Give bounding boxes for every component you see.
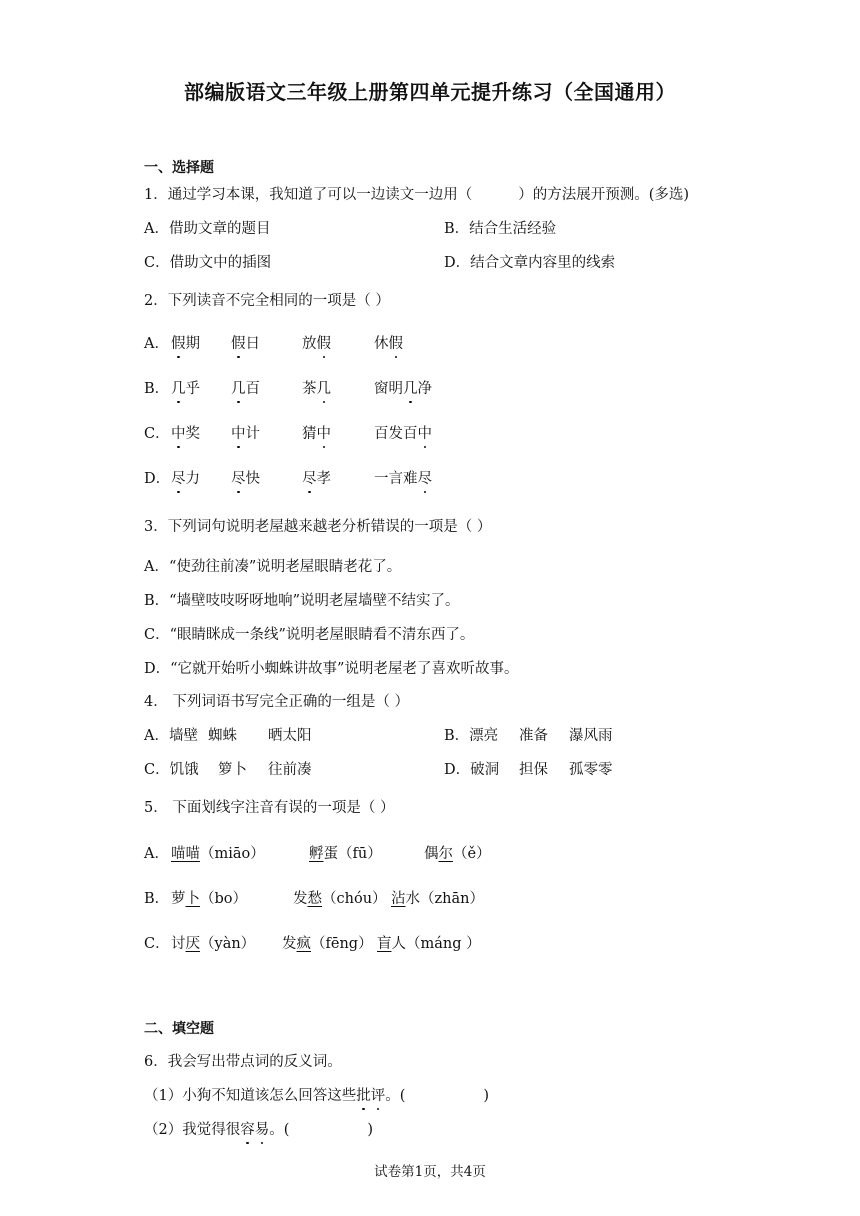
question-5-option-a <box>144 844 491 864</box>
question-3-option-d: D．“它就开始听小蜘蛛讲故事”说明老屋老了喜欢听故事。 <box>144 661 519 677</box>
question-6-item-1: （1）小狗不知道该怎么回答这些批评。( ) <box>144 1088 490 1104</box>
word: 准备 <box>519 728 548 744</box>
word: 假期 <box>171 336 200 352</box>
word: C．饥饿 <box>144 762 199 778</box>
word: 几百 <box>231 381 260 397</box>
word: A．墙壁 <box>144 728 198 744</box>
option-label: A． <box>144 336 169 352</box>
question-3-option-b: B．“墙壁吱吱呀呀地响”说明老屋墙壁不结实了。 <box>144 593 460 609</box>
word: 中奖 <box>171 426 200 442</box>
word: B．漂亮 <box>444 728 499 744</box>
word: 茶几 <box>302 381 331 397</box>
question-2-option-a <box>144 334 403 354</box>
word: 孤零零 <box>569 762 613 778</box>
word: 尽孝 <box>302 471 331 487</box>
option-label: B． <box>144 381 170 397</box>
question-1-stem-b: ）的方法展开预测。(多选) <box>518 187 690 203</box>
option-label: B． <box>144 891 170 907</box>
word: 担保 <box>519 762 548 778</box>
word: 几乎 <box>171 381 200 397</box>
word: 百发百中 <box>374 426 432 442</box>
page-title: 部编版语文三年级上册第四单元提升练习（全国通用） <box>184 80 676 104</box>
question-3-option-a: A．“使劲往前凑”说明老屋眼睛老花了。 <box>144 559 402 575</box>
question-4-option-d <box>444 760 613 780</box>
question-2-stem: 2．下列读音不完全相同的一项是（ ） <box>144 293 390 309</box>
question-2-option-c <box>144 424 432 444</box>
pinyin-item: 沾水（zhān） <box>391 891 484 907</box>
question-1-option-a: A．借助文章的题目 <box>144 221 271 237</box>
word: 往前凑 <box>268 762 312 778</box>
pinyin-item: 讨厌（yàn） <box>171 936 256 952</box>
question-4-option-c <box>144 760 312 780</box>
pinyin-item: 发疯（fēng） <box>282 936 373 952</box>
pinyin-item: 发愁（chóu） <box>293 891 387 907</box>
question-2-option-d <box>144 469 432 489</box>
question-4-option-a <box>144 726 312 746</box>
question-1-option-b: B．结合生活经验 <box>444 221 557 237</box>
word: 蜘蛛 <box>208 728 237 744</box>
word: 休假 <box>374 336 403 352</box>
question-5-option-c <box>144 934 481 954</box>
section-heading-fill: 二、填空题 <box>144 1021 214 1037</box>
word: 猜中 <box>302 426 331 442</box>
page-footer: 试卷第1页，共4页 <box>374 1164 486 1180</box>
question-4-option-b <box>444 726 613 746</box>
word: 瀑风雨 <box>569 728 613 744</box>
pinyin-item: 盲人（máng ） <box>377 936 481 952</box>
word: D．破洞 <box>444 762 500 778</box>
word: 中计 <box>231 426 260 442</box>
word: 窗明几净 <box>374 381 432 397</box>
question-1-stem <box>144 185 689 205</box>
question-5-stem: 5． 下面划线字注音有误的一项是（ ） <box>144 800 395 816</box>
question-6-stem: 6．我会写出带点词的反义词。 <box>144 1054 342 1070</box>
word: 一言难尽 <box>374 471 432 487</box>
question-3-option-c: C．“眼睛眯成一条线”说明老屋眼睛看不清东西了。 <box>144 627 475 643</box>
word: 箩卜 <box>218 762 247 778</box>
section-heading-choice: 一、选择题 <box>144 160 214 176</box>
dotted-word: 容易 <box>240 1122 270 1138</box>
question-2-option-b <box>144 379 432 399</box>
word: 假日 <box>231 336 260 352</box>
question-4-stem: 4． 下列词语书写完全正确的一组是（ ） <box>144 694 409 710</box>
question-1-stem-a: 1．通过学习本课，我知道了可以一边读文一边用（ <box>144 187 473 203</box>
word: 放假 <box>302 336 331 352</box>
pinyin-item: 孵蛋（fū） <box>309 846 382 862</box>
question-3-stem: 3．下列词句说明老屋越来越老分析错误的一项是（ ） <box>144 519 492 535</box>
word: 晒太阳 <box>268 728 312 744</box>
question-6-item-2: （2）我觉得很容易。( ) <box>144 1122 374 1138</box>
pinyin-item: 喵喵（miāo） <box>171 846 265 862</box>
word: 尽力 <box>171 471 200 487</box>
pinyin-item: 偶尔（ě） <box>424 846 491 862</box>
question-1-option-d: D．结合文章内容里的线索 <box>444 255 616 271</box>
question-1-option-c: C．借助文中的插图 <box>144 255 272 271</box>
option-label: C． <box>144 426 170 442</box>
pinyin-item: 萝卜（bo） <box>171 891 248 907</box>
option-label: C． <box>144 936 170 952</box>
dotted-word: 批评 <box>356 1088 386 1104</box>
option-label: D． <box>144 471 171 487</box>
option-label: A． <box>144 846 169 862</box>
question-5-option-b <box>144 889 484 909</box>
word: 尽快 <box>231 471 260 487</box>
